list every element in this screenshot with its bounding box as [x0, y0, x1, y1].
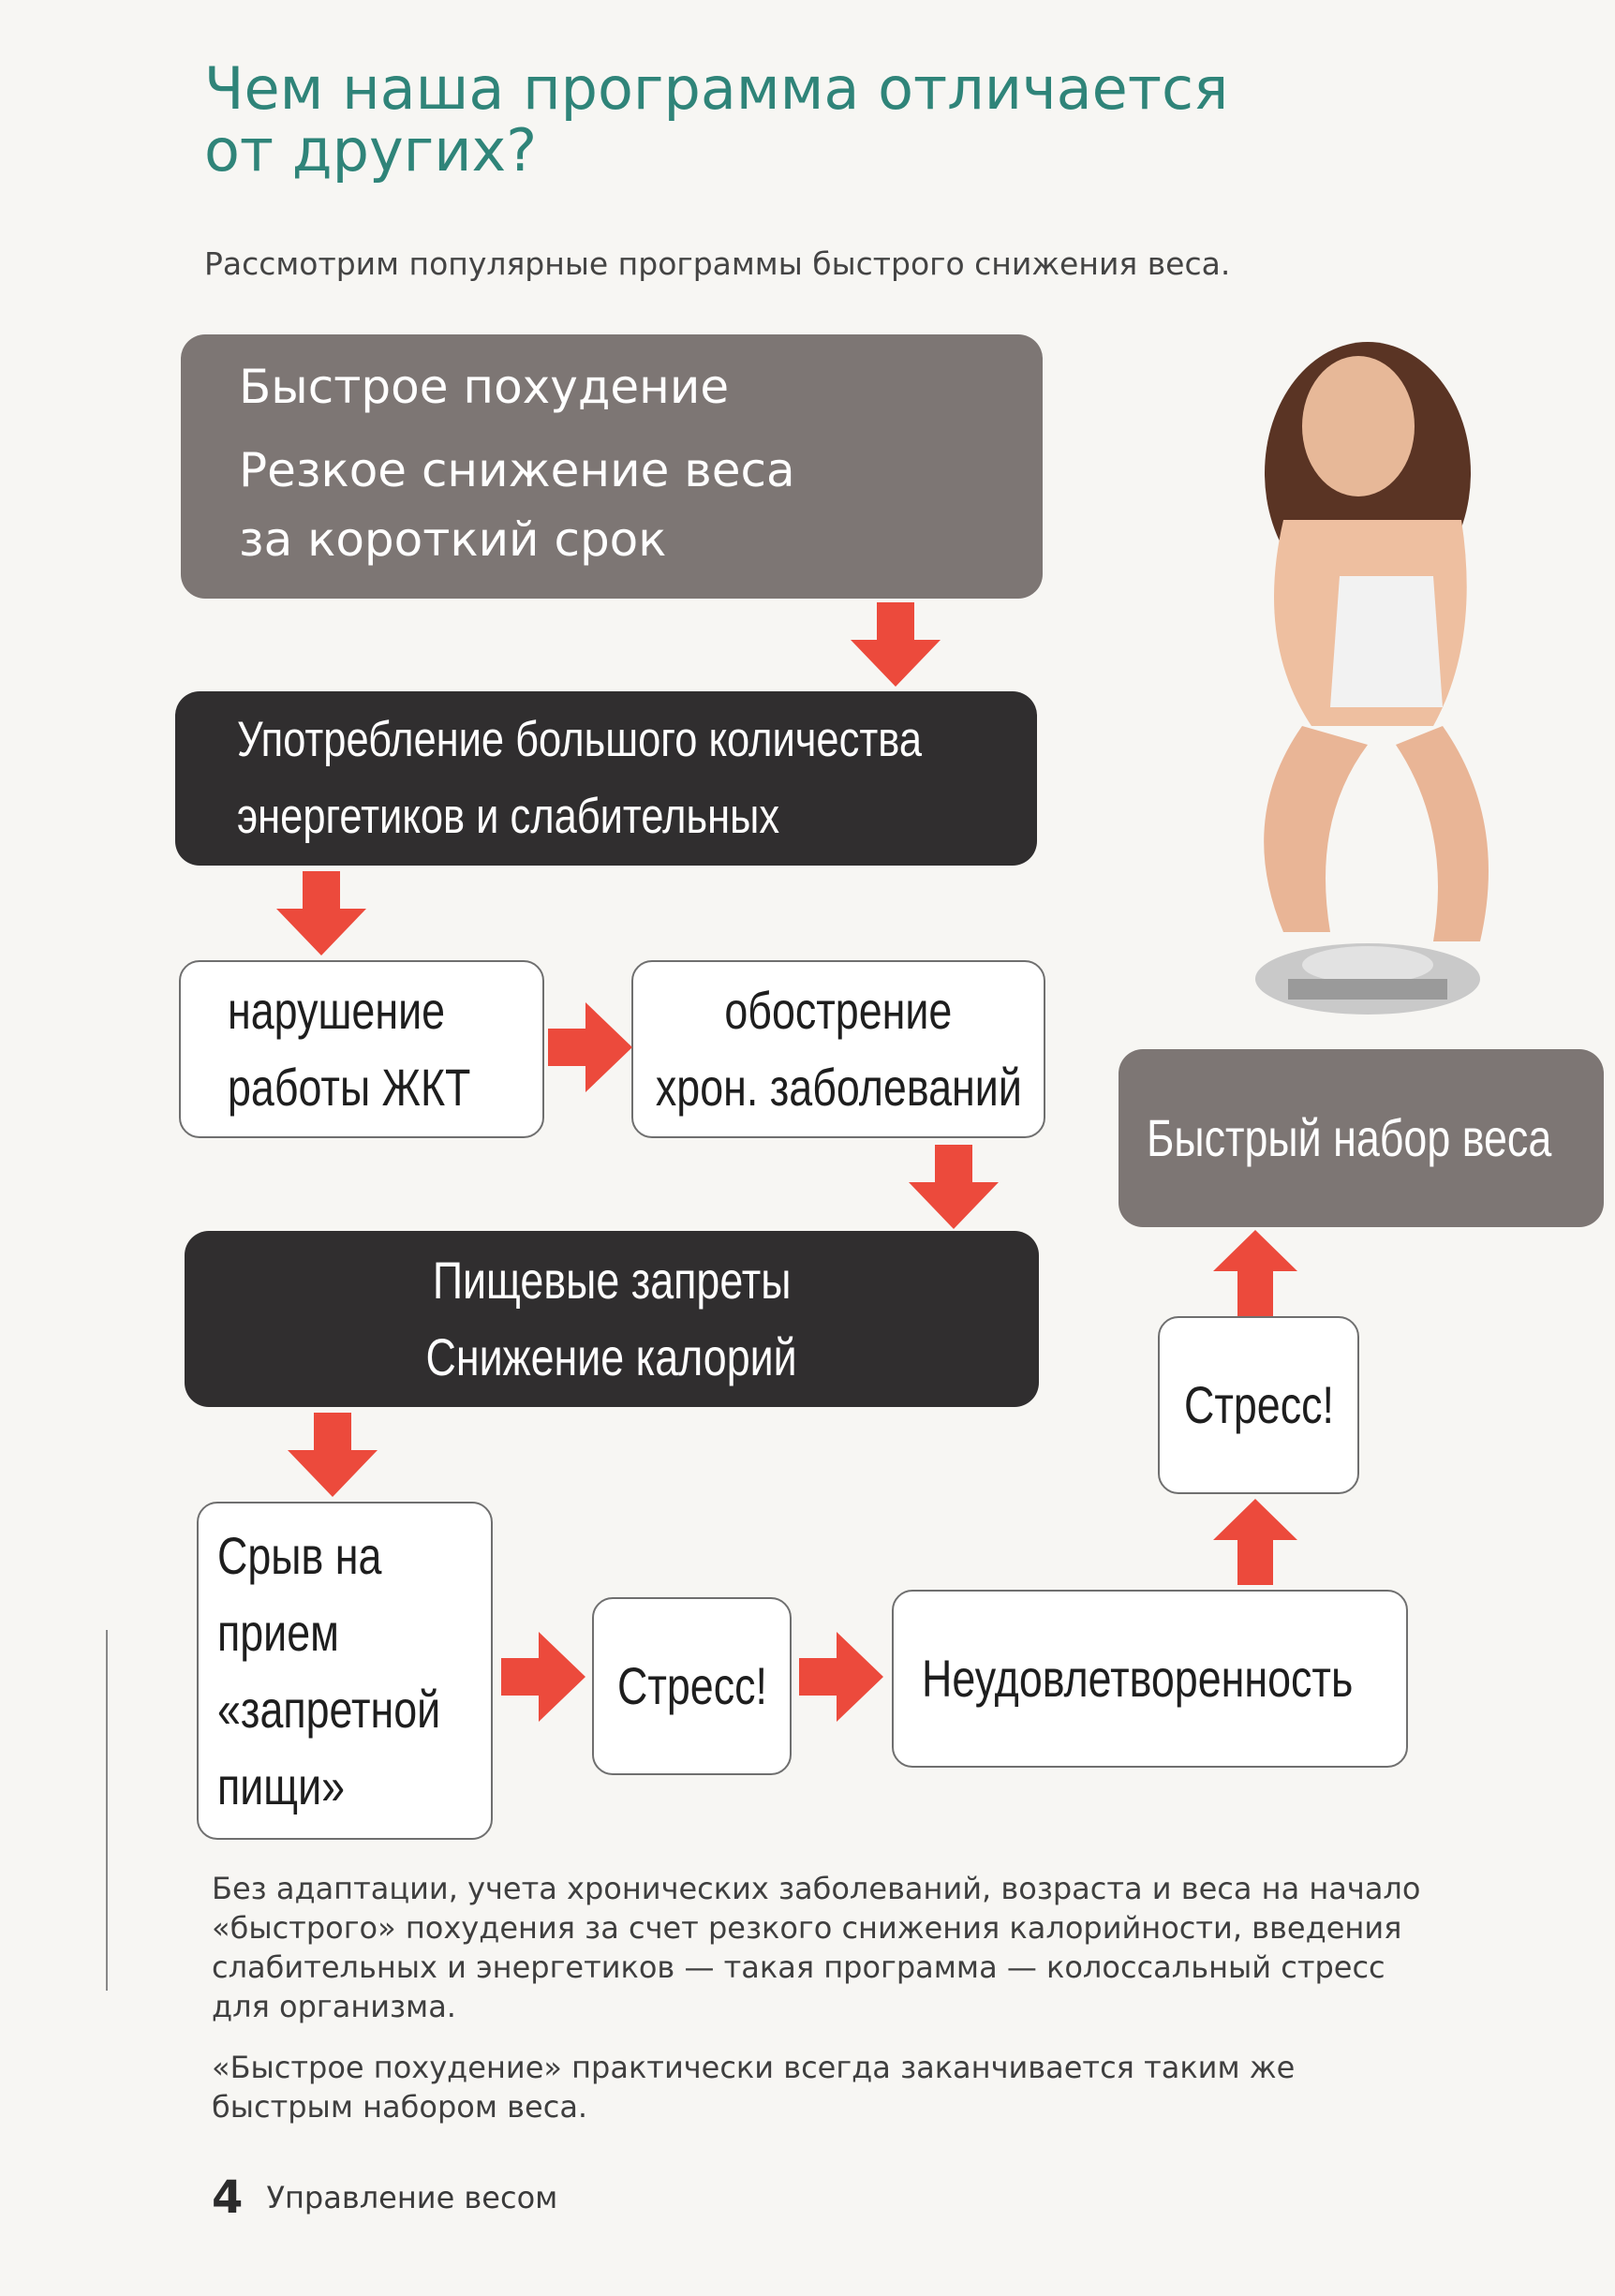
- box5-line-2: Снижение калорий: [425, 1327, 798, 1386]
- arrow-down-icon: [909, 1145, 999, 1229]
- box2-line-2: энергетиков и слабительных: [237, 789, 780, 844]
- box4-line-1: обострение: [724, 981, 953, 1040]
- box10-label: Быстрый набор веса: [1147, 1108, 1552, 1167]
- body-paragraph-2: «Быстрое похудение» практически всегда заканчивается таким же быстрым набором веса.: [212, 2050, 1296, 2125]
- box3-line-1: нарушение: [228, 981, 446, 1040]
- flow-box-food-restrictions: [185, 1231, 1039, 1407]
- margin-line: [106, 1630, 108, 1991]
- flow-box-chronic-exacerbation: [631, 960, 1045, 1138]
- box2-line-1: Употребление большого количества: [237, 712, 923, 767]
- flow-box-stress-1: [592, 1597, 792, 1775]
- box6-line-2: прием: [217, 1602, 339, 1662]
- box6-line-4: пищи»: [217, 1755, 346, 1815]
- flow-box-forbidden-food-breakdown: [197, 1502, 493, 1840]
- woman-on-scale-photo: [1199, 333, 1546, 1026]
- footer-section-label: Управление весом: [266, 2180, 558, 2215]
- arrow-down-icon: [288, 1413, 378, 1497]
- arrow-up-icon: [1213, 1499, 1297, 1585]
- box1-line-3: за короткий срок: [239, 512, 667, 567]
- box3-line-2: работы ЖКТ: [228, 1058, 471, 1117]
- box1-line-2: Резкое снижение веса: [239, 443, 795, 497]
- flow-box-energy-laxatives: [175, 691, 1037, 866]
- flow-box-dissatisfaction: [892, 1590, 1408, 1768]
- box8-label: Неудовлетворенность: [922, 1649, 1354, 1708]
- flow-box-fast-weight-gain: [1119, 1049, 1604, 1227]
- flow-box-gi-disorder: [179, 960, 544, 1138]
- arrow-down-icon: [851, 602, 941, 687]
- box9-label: Стресс!: [1183, 1375, 1334, 1434]
- title-line-1: Чем наша программа отличается: [204, 54, 1229, 123]
- flow-box-fast-weight-loss: [181, 334, 1043, 599]
- page-title: [204, 54, 1328, 185]
- box7-label: Стресс!: [616, 1656, 767, 1715]
- arrow-right-icon: [799, 1632, 883, 1722]
- arrow-right-icon: [501, 1632, 585, 1722]
- page-subtitle: Рассмотрим популярные программы быстрого снижения веса.: [204, 245, 1231, 282]
- page-footer: [212, 2171, 557, 2224]
- arrow-up-icon: [1213, 1230, 1297, 1316]
- box6-line-3: «запретной: [217, 1679, 441, 1739]
- arrow-down-icon: [276, 871, 366, 955]
- page-number: 4: [212, 2171, 244, 2224]
- title-line-2: от других?: [204, 116, 538, 185]
- box4-line-2: хрон. заболеваний: [655, 1058, 1022, 1117]
- body-paragraph-1: Без адаптации, учета хронических заболеваний, возраста и веса на начало «быстрого» похудения за счет резкого снижения калорийности, введения слабительных и энергетиков — такая программа — колоссальный стресс для организма.: [212, 1871, 1421, 2024]
- arrow-right-icon: [548, 1002, 632, 1092]
- box6-line-1: Срыв на: [217, 1525, 382, 1585]
- box5-line-1: Пищевые запреты: [432, 1251, 792, 1310]
- box1-line-2-3: [239, 436, 1043, 574]
- box1-line-1: Быстрое похудение: [239, 360, 730, 414]
- flow-box-stress-2: [1158, 1316, 1359, 1494]
